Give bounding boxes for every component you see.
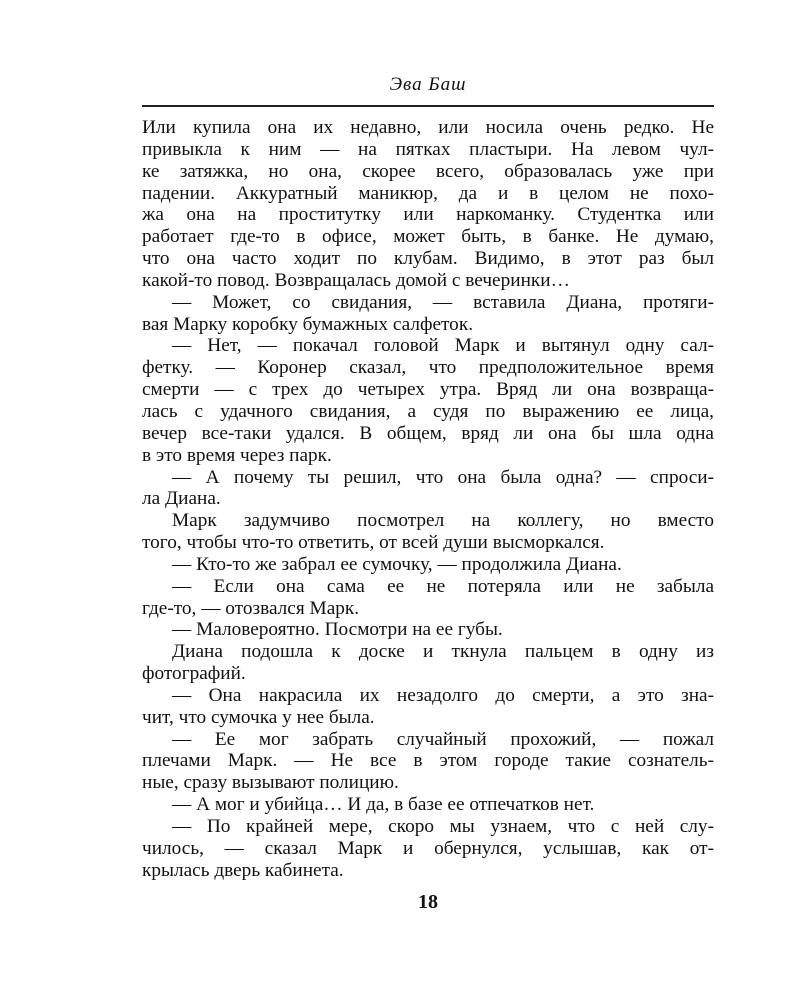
body-text bbox=[142, 117, 714, 882]
text-line: — Кто-то же забрал ее сумочку, — продолжила Диана. bbox=[172, 553, 622, 575]
text-line: крылась дверь кабинета. bbox=[142, 859, 344, 881]
text-line: какой-то повод. Возвращалась домой с вечеринки… bbox=[142, 269, 570, 291]
text-line: вая Марку коробку бумажных салфеток. bbox=[142, 313, 474, 335]
text-line: — А почему ты решил, что она была одна? — спроси- bbox=[172, 466, 714, 488]
text-line: привыкла к ним — на пятках пластыри. На левом чул- bbox=[142, 138, 714, 160]
text-line: лась с удачного свидания, а судя по выражению ее лица, bbox=[142, 400, 714, 422]
text-line: — Нет, — покачал головой Марк и вытянул одну сал- bbox=[172, 335, 714, 357]
text-line: — А мог и убийца… И да, в базе ее отпечатков нет. bbox=[172, 794, 595, 816]
text-line: — По крайней мере, скоро мы узнаем, что с ней слу- bbox=[172, 816, 714, 837]
text-line: того, чтобы что-то ответить, от всей души высморкался. bbox=[142, 532, 605, 554]
text-line: — Она накрасила их незадолго до смерти, а это зна- bbox=[172, 684, 714, 706]
text-line: — Маловероятно. Посмотри на ее губы. bbox=[172, 619, 503, 641]
text-line: работает где-то в офисе, может быть, в банке. Не думаю, bbox=[142, 226, 714, 248]
text-line: где-то, — отозвался Марк. bbox=[142, 597, 360, 619]
text-line: чилось, — сказал Марк и обернулся, услышав, как от- bbox=[142, 837, 714, 859]
text-line: плечами Марк. — Не все в этом городе такие сознатель- bbox=[142, 750, 714, 772]
text-line: ные, сразу вызывают полицию. bbox=[142, 772, 399, 794]
text-line: Диана подошла к доске и ткнула пальцем в одну из bbox=[172, 641, 714, 663]
text-line: фетку. — Коронер сказал, что предположительное время bbox=[142, 357, 714, 379]
text-line: Марк задумчиво посмотрел на коллегу, но вместо bbox=[172, 510, 714, 532]
text-line: фотографий. bbox=[142, 663, 246, 685]
text-line: вечер все-таки удался. В общем, вряд ли она бы шла одна bbox=[142, 422, 714, 444]
running-head-author: Эва Баш bbox=[389, 74, 467, 95]
text-line: — Может, со свидания, — вставила Диана, протяги- bbox=[172, 291, 714, 313]
text-line: в это время через парк. bbox=[142, 444, 332, 466]
text-line: ке затяжка, но она, скорее всего, образовалась уже при bbox=[142, 160, 714, 182]
text-line: Или купила она их недавно, или носила очень редко. Не bbox=[142, 117, 714, 138]
text-line: что она часто ходит по клубам. Видимо, в этот раз был bbox=[142, 248, 714, 270]
page-number: 18 bbox=[418, 891, 438, 913]
text-line: жа она на проститутку или наркоманку. Студентка или bbox=[142, 204, 714, 226]
text-line: ла Диана. bbox=[142, 488, 221, 510]
text-line: чит, что сумочка у нее была. bbox=[142, 706, 375, 728]
text-line: падении. Аккуратный маникюр, да и в целом не похо- bbox=[142, 182, 714, 204]
text-line: смерти — с трех до четырех утра. Вряд ли она возвраща- bbox=[142, 379, 714, 401]
text-line: — Ее мог забрать случайный прохожий, — пожал bbox=[172, 728, 714, 750]
header-rule bbox=[142, 105, 714, 107]
text-line: — Если она сама ее не потеряла или не забыла bbox=[172, 575, 714, 597]
